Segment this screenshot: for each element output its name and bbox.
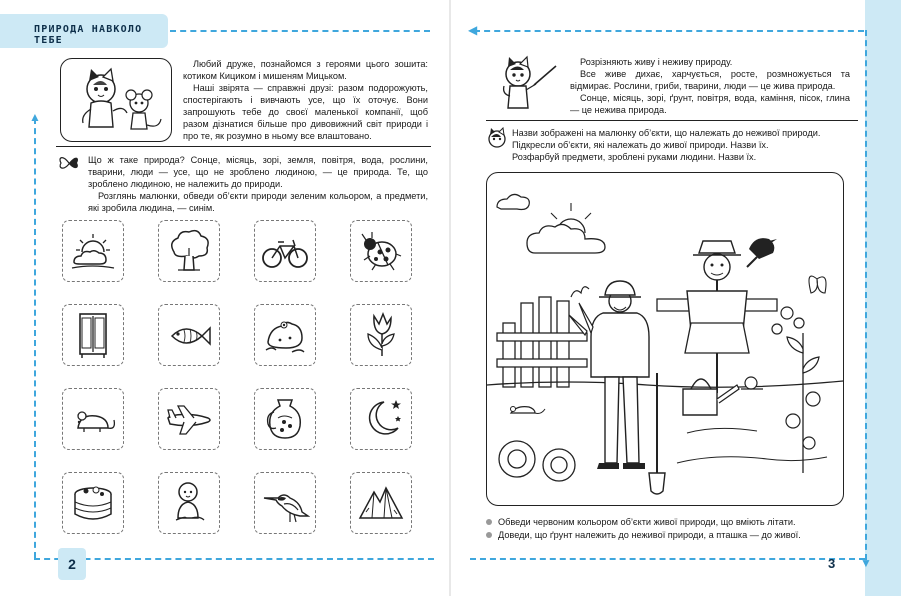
bullet-task: Доведи, що ґрунт належить до неживої природи, а пташка — до живої. xyxy=(486,529,856,542)
garden-scene[interactable] xyxy=(486,172,844,506)
edge-strip xyxy=(865,0,901,596)
card-jug[interactable] xyxy=(254,388,316,450)
card-ladybug[interactable] xyxy=(350,220,412,282)
intro-line: Сонце, місяць, зорі, ґрунт, повітря, вода, каміння, пісок, глина — це нежива природа. xyxy=(570,93,850,115)
ladybug-icon xyxy=(356,226,406,276)
bird-icon xyxy=(260,478,310,528)
cat-mouse-icon xyxy=(61,59,171,141)
bicycle-icon xyxy=(260,226,310,276)
intro-line: Любий друже, познайомся з героями цього зошита: котиком Кициком і мишеням Мицьком. xyxy=(183,59,428,81)
cat-mouse-illustration xyxy=(60,58,172,142)
arrow-left-icon: ◀ xyxy=(468,23,478,37)
card-fish[interactable] xyxy=(158,304,220,366)
airplane-icon xyxy=(164,394,214,444)
card-mouse[interactable] xyxy=(62,388,124,450)
page-number: 3 xyxy=(828,556,836,571)
task-line: Розфарбуй предмети, зроблені руками людини. Назви їх. xyxy=(512,152,757,162)
task-line: Назви зображені на малюнку об’єкти, що належать до неживої природи. xyxy=(512,128,821,138)
task-line: Підкресли об’єкти, які належать до живої природи. Назви їх. xyxy=(512,140,769,150)
intro-line: Розрізняють живу і неживу природу. xyxy=(580,57,733,67)
intro-line: Все живе дихає, харчується, росте, розмножується та відмирає. Рослини, гриби, тварини, люди — це жива природа. xyxy=(570,69,850,91)
card-bicycle[interactable] xyxy=(254,220,316,282)
page-number: 2 xyxy=(68,556,76,572)
picture-grid xyxy=(62,220,430,532)
right-page xyxy=(450,0,901,596)
card-tulip[interactable] xyxy=(350,304,412,366)
arrow-up-icon: ▲ xyxy=(29,110,41,124)
cake-icon xyxy=(68,478,118,528)
section-title: ПРИРОДА НАВКОЛО ТЕБЕ xyxy=(34,24,143,46)
cat-face-icon xyxy=(486,127,508,149)
right-intro xyxy=(570,56,850,116)
wardrobe-icon xyxy=(68,310,118,360)
header-dashed-line xyxy=(170,30,430,32)
card-bird[interactable] xyxy=(254,472,316,534)
jug-icon xyxy=(260,394,310,444)
mountains-icon xyxy=(356,478,406,528)
card-moon-stars[interactable] xyxy=(350,388,412,450)
card-mountains[interactable] xyxy=(350,472,412,534)
tree-icon xyxy=(164,226,214,276)
card-airplane[interactable] xyxy=(158,388,220,450)
cat-teacher-illustration xyxy=(490,52,558,116)
bottom-dashed-line xyxy=(34,558,434,560)
left-dashed-line xyxy=(34,118,36,558)
mouse-icon xyxy=(68,394,118,444)
intro-line: Наші звірята — справжні друзі: разом подорожують, спостерігають і вивчають усе, що їх оточує. Вони запрошують тебе до своєї маленької компанії, щоб разом дізнатися більше про дивовижний світ природи і про те, як розумно в ньому все влаштовано. xyxy=(183,83,428,141)
card-cake[interactable] xyxy=(62,472,124,534)
frog-icon xyxy=(260,310,310,360)
header-dashed-line xyxy=(474,30,864,32)
moon-stars-icon xyxy=(356,394,406,444)
baby-icon xyxy=(164,478,214,528)
card-sun-cloud[interactable] xyxy=(62,220,124,282)
right-dashed-line xyxy=(865,30,867,560)
intro-paragraph xyxy=(183,58,428,142)
card-baby[interactable] xyxy=(158,472,220,534)
card-frog[interactable] xyxy=(254,304,316,366)
question-text: Що ж таке природа? Сонце, місяць, зорі, земля, повітря, вода, рослини, тварини, люди — усе, що не зроблено людиною, — це природа. Те, що зроблено людиною, не належить до природи. xyxy=(88,155,428,189)
task-text: Розглянь малюнки, обведи об’єкти природи зеленим кольором, а предмети, які зробила людина, — синім. xyxy=(88,191,428,213)
card-wardrobe[interactable] xyxy=(62,304,124,366)
separator xyxy=(56,146,431,147)
tulip-icon xyxy=(356,310,406,360)
garden-scene-illustration xyxy=(487,173,843,505)
question-block xyxy=(88,154,428,214)
page-number-badge xyxy=(58,548,86,580)
fish-icon xyxy=(164,310,214,360)
card-tree[interactable] xyxy=(158,220,220,282)
section-header xyxy=(0,14,168,48)
left-page xyxy=(0,0,450,596)
bullet-task: Обведи червоним кольором об’єкти живої природи, що вміють літати. xyxy=(486,516,856,529)
sun-cloud-icon xyxy=(68,226,118,276)
butterfly-icon xyxy=(58,154,80,172)
bottom-dashed-line xyxy=(470,558,865,560)
cat-pointer-icon xyxy=(490,52,558,116)
task-block xyxy=(512,127,852,163)
arrow-down-icon: ▼ xyxy=(860,556,872,570)
bottom-tasks xyxy=(486,516,856,542)
separator xyxy=(486,120,858,121)
